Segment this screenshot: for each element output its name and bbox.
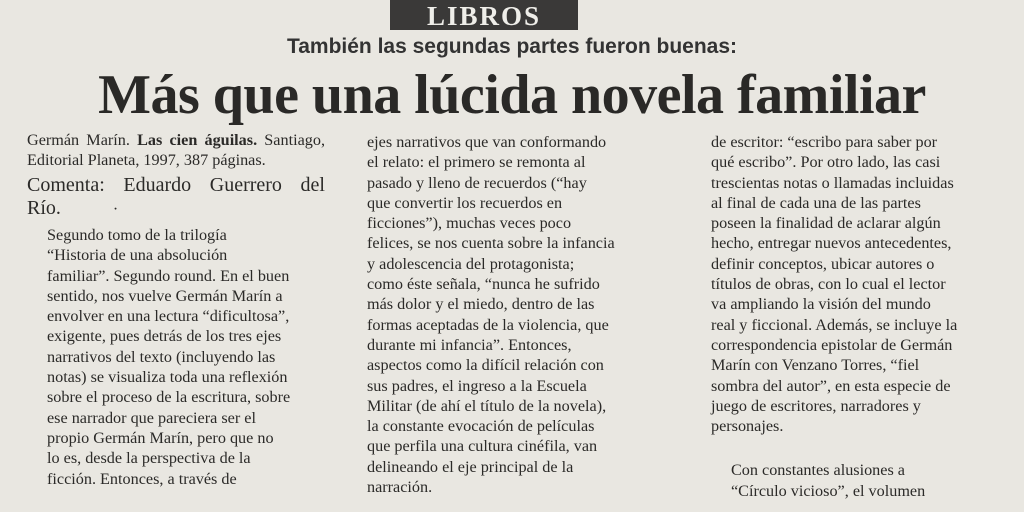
text-line: la constante evocación de películas: [367, 417, 595, 436]
text-line: que convertir los recuerdos en: [367, 193, 563, 212]
text-line: lo es, desde la perspectiva de la: [47, 449, 251, 468]
text-line: ejes narrativos que van conformando: [367, 133, 607, 151]
text-line: sombra del autor”, en esta especie de: [711, 376, 951, 395]
text-line: “Historia de una absolución: [47, 246, 228, 265]
column-1: [27, 130, 325, 489]
column-2: [367, 132, 663, 497]
headline: Más que una lúcida novela familiar: [98, 64, 926, 126]
text-line: felices, se nos cuenta sobre la infancia: [367, 234, 615, 253]
text-line: narración.: [367, 478, 433, 497]
col2-text: [367, 132, 663, 497]
text-line: ese narrador que pareciera ser el: [47, 408, 256, 427]
subtitle: También las segundas partes fueron buenas:: [286, 35, 738, 58]
text-line: durante mi infancia”. Entonces,: [367, 335, 572, 354]
text-line: como éste señala, “nunca he sufrido: [367, 275, 600, 294]
text-line: correspondencia epistolar de Germán: [711, 335, 953, 354]
text-line: aspectos como la difícil relación con: [367, 356, 604, 375]
text-line: narrativos del texto (incluyendo las: [47, 347, 276, 366]
text-line: trescientas notas o llamadas incluidas: [711, 173, 954, 192]
col3-text-a: [711, 132, 1006, 436]
section-tag: LIBROS: [390, 0, 578, 30]
text-line: envolver en una lectura “dificultosa”,: [47, 307, 290, 326]
col3-text-b: [711, 460, 1006, 501]
text-line: va ampliando la visión del mundo: [711, 295, 931, 314]
text-line: sobre el proceso de la escritura, sobre: [47, 388, 291, 407]
text-line: pasado y lleno de recuerdos (“hay: [367, 173, 587, 192]
text-line: “Círculo vicioso”, el volumen: [731, 481, 926, 500]
text-line: al final de cada una de las partes: [711, 193, 921, 212]
text-line: juego de escritores, narradores y: [711, 396, 921, 415]
col1-text: [27, 225, 325, 489]
text-line: el relato: el primero se remonta al: [367, 153, 586, 172]
text-line: Segundo tomo de la trilogía: [47, 226, 227, 244]
column-3: [711, 132, 1006, 501]
text-line: títulos de obras, con lo cual el lector: [711, 275, 946, 294]
text-line: hecho, entregar nuevos antecedentes,: [711, 234, 952, 253]
text-line: sus padres, el ingreso a la Escuela: [367, 376, 587, 395]
text-line: delineando el eje principal de la: [367, 457, 574, 476]
text-line: poseen la finalidad de aclarar algún: [711, 214, 941, 233]
text-line: propio Germán Marín, pero que no: [47, 428, 274, 447]
text-line: ficción. Entonces, a través de: [47, 469, 237, 488]
text-line: definir conceptos, ubicar autores o: [711, 254, 935, 273]
text-line: ficciones”), muchas veces poco: [367, 214, 572, 233]
reviewer: Comenta: Eduardo Guerrero del Río. ·: [27, 174, 325, 219]
text-line: más dolor y el miedo, dentro de las: [367, 295, 595, 314]
text-line: familiar”. Segundo round. En el buen: [47, 266, 290, 285]
book-publication: Santiago, Editorial Planeta, 1997, 387 páginas.: [27, 131, 325, 169]
text-line: exigente, pues detrás de los tres ejes: [47, 327, 282, 346]
text-line: Con constantes alusiones a: [731, 461, 905, 480]
text-line: sentido, nos vuelve Germán Marín a: [47, 286, 283, 305]
text-line: personajes.: [711, 417, 784, 436]
book-author: Germán Marín.: [27, 131, 130, 149]
text-line: Marín con Venzano Torres, “fiel: [711, 356, 920, 375]
stray-dot: ·: [112, 201, 119, 218]
book-title: Las cien águilas.: [137, 131, 258, 149]
text-line: qué escribo”. Por otro lado, las casi: [711, 153, 941, 172]
text-line: que perfila una cultura cinéfila, van: [367, 437, 598, 456]
text-line: formas aceptadas de la violencia, que: [367, 315, 609, 334]
text-line: notas) se visualiza toda una reflexión: [47, 368, 288, 387]
text-line: Militar (de ahí el título de la novela),: [367, 396, 607, 415]
text-line: y adolescencia del protagonista;: [367, 254, 575, 273]
bibliographic-info: [27, 130, 325, 170]
text-line: de escritor: “escribo para saber por: [711, 133, 938, 151]
text-line: real y ficcional. Además, se incluye la: [711, 315, 958, 334]
